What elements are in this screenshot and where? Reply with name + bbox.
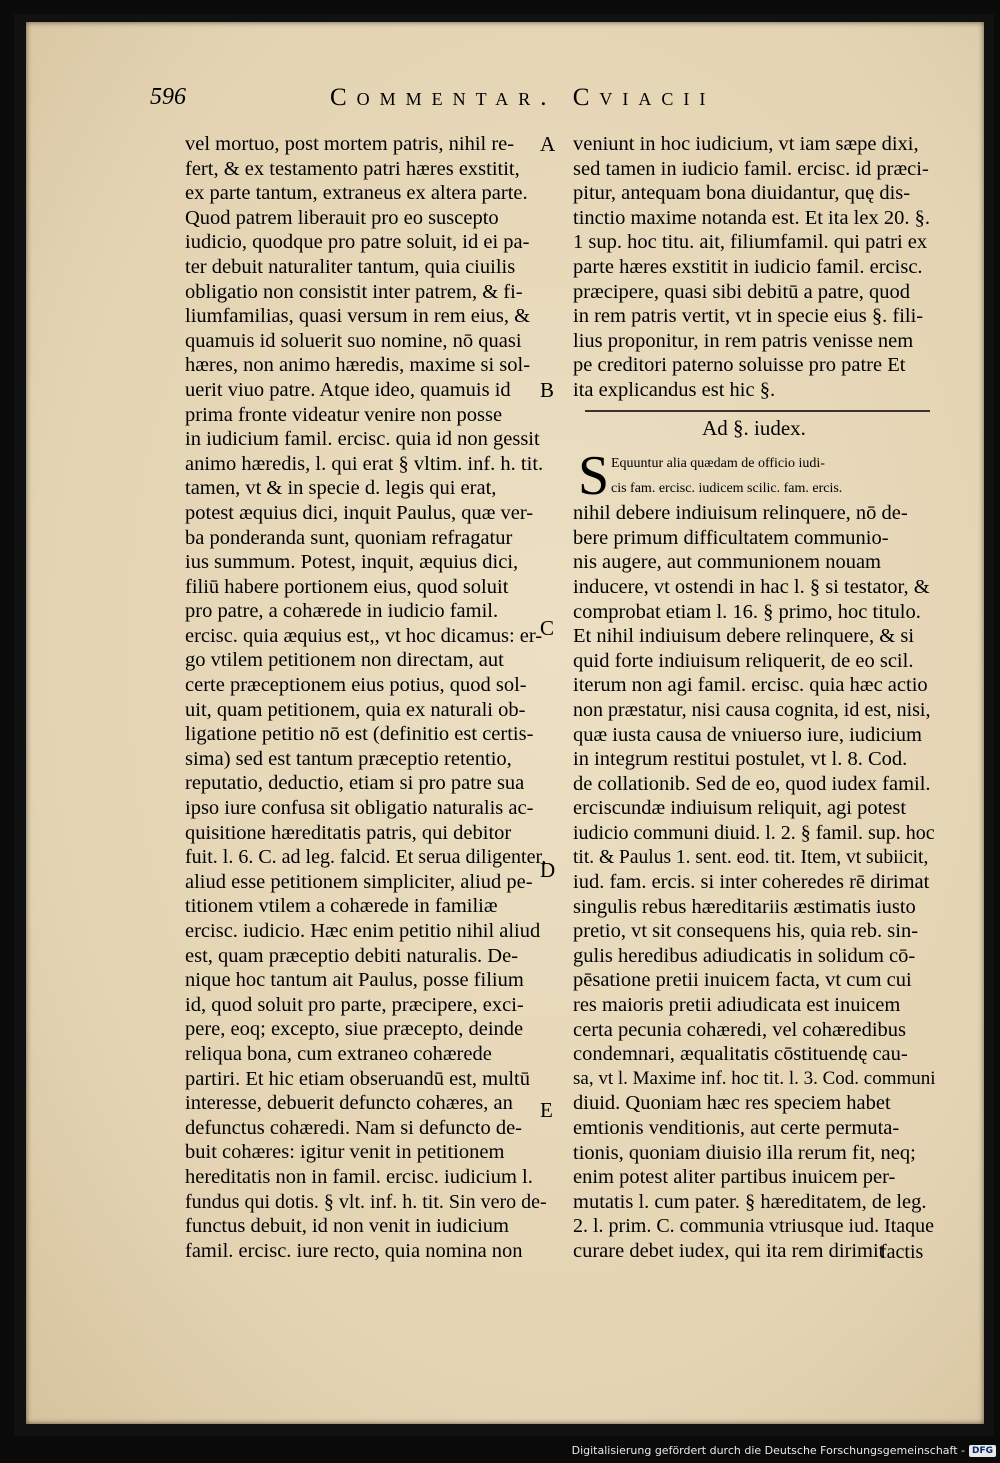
text-line: inducere, vt ostendi in hac l. § si testator, & (573, 575, 930, 598)
text-line: emtionis venditionis, aut certe permuta- (573, 1117, 900, 1140)
text-line: pere, eoq; excepto, siue præcepto, deinde (185, 1018, 524, 1041)
text-line: Et nihil indiuisum debere relinquere, & si (573, 625, 915, 648)
text-line: lius proponitur, in rem patris venisse nem (573, 329, 914, 352)
text-line: ercisc. iudicio. Hæc enim petitio nihil aliud (185, 920, 541, 942)
footer-credit (572, 1444, 996, 1457)
text-line: pretio, vt sit consequens his, quia reb. sin- (573, 920, 919, 943)
text-line: quamuis id soluerit suo nomine, nō quasi (185, 329, 522, 352)
text-line: sa, vt l. Maxime inf. hoc tit. l. 3. Cod. communi (573, 1067, 936, 1089)
text-line: nique hoc tantum ait Paulus, posse filium (185, 969, 524, 992)
text-line: enim potest aliter partibus inuicem per- (573, 1166, 896, 1189)
margin-marker-b: B (540, 378, 555, 402)
text-line: Quod patrem liberauit pro eo suscepto (185, 206, 499, 229)
text-line: ter debuit naturaliter tantum, quia ciuilis (185, 255, 516, 278)
text-line: potest æquius dici, inquit Paulus, quæ ver- (185, 501, 534, 524)
text-line: famil. ercisc. iure recto, quia nomina non (185, 1239, 523, 1262)
text-line: tamen, vt & in specie d. legis qui erat, (185, 477, 497, 500)
text-line: iudicio, quodque pro patre soluit, id ei pa- (185, 231, 530, 254)
text-line: in iudicium famil. ercisc. quia id non gessit (185, 428, 540, 451)
text-line: non præstatur, nisi causa cognita, id est, nisi, (573, 698, 931, 721)
dfg-logo: DFG (969, 1445, 996, 1457)
text-line: iterum non agi famil. ercisc. quia hæc actio (573, 674, 928, 697)
text-line: ba ponderanda sunt, quoniam refragatur (185, 526, 513, 549)
text-line: ius summum. Potest, inquit, æquius dici, (185, 551, 519, 574)
text-line: certa pecunia cohæredi, vel cohæredibus (573, 1018, 906, 1041)
text-line: nis augere, aut communionem nouam (573, 551, 881, 574)
text-line: pro patre, a cohærede in iudicio famil. (185, 600, 499, 623)
text-line: ex parte tantum, extraneus ex altera parte. (185, 182, 528, 205)
text-line: fundus qui dotis. § vlt. inf. h. tit. Sin vero de- (185, 1190, 547, 1213)
text-line: tinctio maxime notanda est. Et ita lex 20. §. (573, 206, 930, 229)
text-line: sima) sed est tantum præceptio retentio, (185, 747, 512, 770)
footer-text: Digitalisierung gefördert durch die Deutsche Forschungsgemeinschaft - (571, 1444, 965, 1457)
text-line: Equuntur alia quædam de officio iudi- (611, 456, 825, 471)
text-line: vel mortuo, post mortem patris, nihil re- (185, 133, 515, 155)
text-line: id, quod soluit pro parte, præcipere, exci- (185, 993, 524, 1016)
text-line: quisitione hæreditatis patris, qui debitor (185, 821, 512, 844)
text-line: uit, quam petitionem, quia ex naturali ob- (185, 698, 526, 721)
text-line: sed tamen in iudicio famil. ercisc. id præci- (573, 157, 929, 180)
text-line: parte hæres exstitit in iudicio famil. ercisc. (573, 255, 923, 278)
page-number: 596 (150, 84, 186, 110)
text-line: filiū habere portionem eius, quod soluit (185, 575, 509, 598)
text-line: fert, & ex testamento patri hæres exstitit, (185, 157, 520, 180)
text-line: 2. l. prim. C. communia vtriusque iud. Itaque (573, 1215, 935, 1238)
margin-marker-e: E (540, 1098, 553, 1122)
text-line: singulis rebus hæreditariis æstimatis iusto (573, 895, 916, 918)
right-column-top (573, 132, 935, 403)
text-line: cis fam. ercisc. iudicem scilic. fam. ercis. (611, 480, 843, 496)
text-line: iudicio communi diuid. l. 2. § famil. sup. hoc (573, 821, 935, 844)
text-line: quid forte indiuisum reliquerit, de eo scil. (573, 649, 914, 672)
text-line: aliud esse petitionem simpliciter, aliud pe- (185, 870, 533, 893)
text-line: functus debuit, id non venit in iudicium (185, 1215, 509, 1238)
text-line: reliqua bona, cum extraneo cohærede (185, 1042, 492, 1065)
text-line: pe creditori paterno soluisse pro patre Et (573, 354, 906, 377)
text-line: certe præceptionem eius potius, quod sol- (185, 674, 527, 697)
text-line: veniunt in hoc iudicium, vt iam sæpe dixi, (573, 133, 919, 155)
right-column-bottom (573, 452, 935, 1264)
section-title: Ad §. iudex. (702, 416, 806, 440)
margin-marker-d: D (540, 858, 556, 882)
text-line: partiri. Et hic etiam obseruandū est, multū (185, 1067, 530, 1090)
text-line: 1 sup. hoc titu. ait, filiumfamil. qui patri ex (573, 231, 928, 254)
text-line: est, quam præceptio debiti naturalis. De- (185, 944, 519, 967)
text-line: pitur, antequam bona diuidantur, quę dis- (573, 182, 911, 205)
text-line: nihil debere indiuisum relinquere, nō de- (573, 502, 908, 525)
text-line: res maioris pretii adiudicata est inuicem (573, 994, 901, 1017)
text-line: ita explicandus est hic §. (573, 378, 776, 401)
text-line: ercisc. quia æquius est,, vt hoc dicamus: er- (185, 624, 543, 647)
text-line: interesse, debuerit defuncto cohæres, an (185, 1092, 513, 1115)
text-line: quæ iusta causa de vniuerso iure, iudicium (573, 723, 922, 746)
text-line: hæres, non animo hæredis, maxime si sol- (185, 354, 531, 377)
text-line: ipso iure confusa sit obligatio naturalis ac- (185, 797, 534, 820)
margin-marker-a: A (540, 132, 556, 156)
text-line: ligatione petitio nō est (definitio est certis- (185, 723, 534, 746)
text-line: pēsatione pretii inuicem facta, vt cum cui (573, 969, 912, 992)
text-line: gulis heredibus adiudicatis in solidum cō- (573, 944, 916, 967)
text-line: bere primum difficultatem communio- (573, 526, 889, 549)
catchword: factis (880, 1241, 924, 1263)
text-line: go vtilem petitionem non directam, aut (185, 649, 504, 672)
text-line: prima fronte videatur venire non posse (185, 403, 503, 426)
page-header (150, 84, 950, 120)
text-line: animo hæredis, l. qui erat § vltim. inf. h. tit. (185, 452, 544, 475)
left-column (185, 132, 547, 1263)
text-line: buit cohæres: igitur venit in petitionem (185, 1141, 505, 1164)
drop-capital: S (578, 445, 610, 507)
text-line: comprobat etiam l. 16. § primo, hoc titulo. (573, 600, 921, 623)
text-line: de collationib. Sed de eo, quod iudex famil. (573, 772, 931, 795)
text-line: præcipere, quasi sibi debitū a patre, quod (573, 280, 911, 303)
text-line: defunctus cohæredi. Nam si defuncto de- (185, 1116, 523, 1139)
text-line: diuid. Quoniam hæc res speciem habet (573, 1092, 891, 1115)
text-line: curare debet iudex, qui ita rem dirimit (573, 1240, 885, 1262)
text-line: hereditatis non in famil. ercisc. iudicium l. (185, 1165, 533, 1188)
text-line: in integrum restitui postulet, vt l. 8. Cod. (573, 748, 908, 771)
text-line: tit. & Paulus 1. sent. eod. tit. Item, vt subiicit, (573, 846, 929, 868)
text-line: liumfamilias, quasi versum in rem eius, & (185, 305, 531, 328)
margin-marker-c: C (540, 616, 555, 640)
text-line: condemnari, æqualitatis cōstituendę cau- (573, 1043, 908, 1066)
text-line: mutatis l. cum pater. § hæreditatem, de leg. (573, 1190, 927, 1213)
text-line: in rem patris vertit, vt in specie eius §. fili- (573, 305, 924, 328)
text-line: tionis, quoniam diuisio illa rerum fit, neq; (573, 1141, 916, 1164)
section-rule (585, 410, 930, 412)
text-line: uerit viuo patre. Atque ideo, quamuis id (185, 378, 511, 401)
running-title: Commentar. Cviacii (330, 84, 716, 111)
text-line: iud. fam. ercis. si inter coheredes rē dirimat (573, 871, 930, 894)
text-line: fuit. l. 6. C. ad leg. falcid. Et serua diligenter, (185, 846, 547, 869)
text-line: reputatio, deductio, etiam si pro patre sua (185, 772, 525, 795)
text-line: erciscundæ indiuisum reliquit, agi potest (573, 797, 907, 820)
text-line: obligatio non consistit inter patrem, & fi- (185, 280, 523, 303)
text-line: titionem vtilem a cohærede in familiæ (185, 895, 498, 918)
